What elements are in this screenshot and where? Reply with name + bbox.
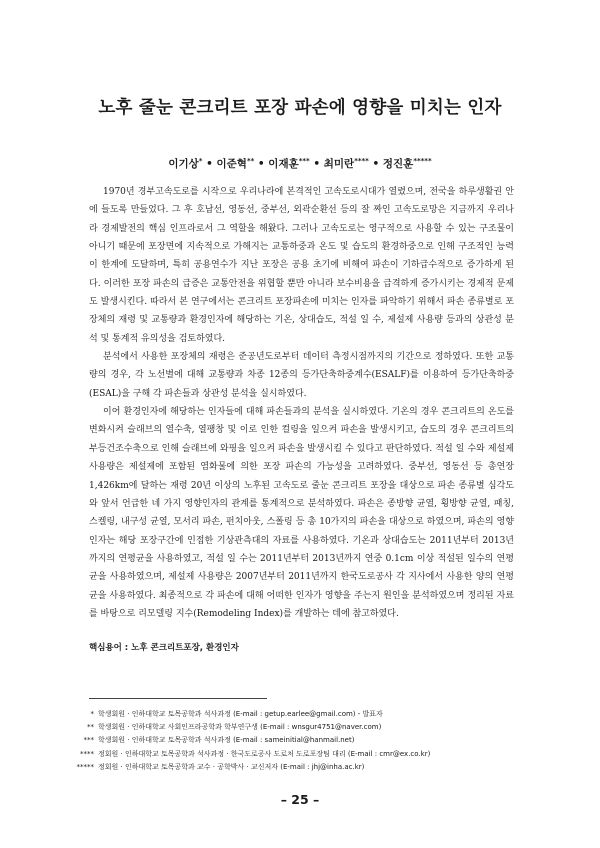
author-mark: *: [198, 157, 203, 165]
footnote-text: 학생회원 · 인하대학교 토목공학과 석사과정 (E-mail : sameinitial@hanmail.net): [98, 736, 355, 745]
author: 정진훈*****: [382, 157, 432, 170]
footnote: [60, 748, 530, 761]
footnote: [60, 721, 530, 734]
author: 최미란****: [323, 157, 369, 170]
footnote: [60, 734, 530, 747]
page-number: – 25 –: [280, 792, 320, 807]
author-mark: ***: [298, 157, 310, 165]
abstract-paragraph: 1970년 경부고속도로를 시작으로 우리나라에 본격적인 고속도로시대가 열렸으며, 전국을 하루생활권 안에 들도록 만들었다. 그 후 호남선, 영동선, 중부선, 외곽순환선 등의 잘 짜인 고속도로망은 지금까지 우리나라 경제발전의 핵심 인프라로서 그 역할을 해왔다. 그러나 고속도로는 영구적으로 사용할 수 있는 구조물이 아니기 때문에 포장면에 지속적으로 가해지는 교통하중과 온도 및 습도의 환경하중으로 인해 구조적인 능력이 한계에 도달하며, 특히 공용연수가 지난 포장은 공용 초기에 비해여 파손이 기하급수적으로 증가하게 된다. 이러한 포장 파손의 급증은 교통안전을 위협할 뿐만 아니라 보수비용을 급격하게 증가시키는 경제적 문제도 발생시킨다. 따라서 본 연구에서는 콘크리트 포장파손에 미치는 인자를 파악하기 위해서 파손 종류별로 포장체의 재령 및 교통량과 환경인자에 해당하는 기온, 상대습도, 적설 일 수, 제설제 사용량 등과의 상관성 분석 및 통계적 유의성을 검토하였다.: [89, 187, 514, 344]
footnote-text: 정회원 · 인하대학교 토목공학과 석사과정 · 한국도로공사 도로처 도로포장팀 대리 (E-mail : cmr@ex.co.kr): [98, 749, 431, 758]
author: 이준혁**: [216, 157, 255, 170]
author-separator: •: [309, 158, 324, 170]
abstract-paragraph: 분석에서 사용한 포장체의 재령은 준공년도로부터 데이터 측정시점까지의 기간으로 정하였다. 또한 교통량의 경우, 각 노선별에 대해 교통량과 차종 12종의 등가단축하중계수(ESALF)를 이용하여 등가단축하중(ESAL)을 구해 각 파손들과 상관성 분석을 실시하였다.: [89, 352, 514, 399]
author-separator: •: [368, 158, 383, 170]
abstract: [89, 183, 514, 623]
footnote-divider: [89, 698, 267, 699]
footnote-text: 학생회원 · 인하대학교 사회인프라공학과 학부연구생 (E-mail : wnsgur4751@naver.com): [98, 723, 382, 732]
footnote-mark: *: [90, 710, 94, 718]
author: 이기상*: [168, 157, 203, 170]
footnote-text: 학생회원 · 인하대학교 토목공학과 석사과정 (E-mail : getup.earlee@gmail.com) - 발표자: [98, 710, 383, 718]
author-separator: •: [202, 158, 217, 170]
author: 이재훈***: [268, 157, 310, 170]
paper-title: 노후 줄눈 콘크리트 포장 파손에 영향을 미치는 인자: [98, 98, 502, 118]
author-list: [0, 156, 600, 171]
author-mark: ****: [354, 157, 369, 165]
footnote-mark: ****: [80, 749, 94, 758]
keywords: 핵심용어 : 노후 콘크리트포장, 환경인자: [89, 643, 239, 653]
author-mark: **: [246, 157, 255, 165]
footnote-mark: **: [87, 723, 94, 732]
author-separator: •: [254, 158, 269, 170]
footnote-mark: ***: [83, 736, 94, 745]
footnote-text: 정회원 · 인하대학교 토목공학과 교수 · 공학박사 · 교신저자 (E-mail : jhj@inha.ac.kr): [98, 762, 365, 771]
footnote-mark: *****: [76, 762, 94, 771]
footnote: [60, 708, 530, 721]
abstract-paragraph: 이어 환경인자에 해당하는 인자들에 대해 파손들과의 분석을 실시하였다. 기온의 경우 콘크리트의 온도를 변화시켜 슬래브의 열수축, 열팽창 및 이로 인한 컬링을 일으켜 파손을 발생시키고, 습도의 경우 콘크리트의 부등건조수축으로 인해 슬래브에 와핑을 일으켜 파손을 발생시킬 수 있다고 판단하였다. 적설 일 수와 제설제 사용량은 제설제에 포함된 염화물에 의한 포장 파손의 가능성을 고려하였다. 중부선, 영동선 등 총연장 1,426km에 달하는 재령 20년 이상의 노후된 고속도로 줄눈 콘크리트 포장을 대상으로 파손 종류별 심각도와 앞서 언급한 네 가지 영향인자의 관계를 통계적으로 분석하였다. 파손은 종방향 균열, 횡방향 균열, 패칭, 스켈링, 내구성 균열, 모서리 파손, 펀치아웃, 스폴링 등 총 10가지의 파손을 대상으로 하였으며, 파손의 영향인자는 해당 포장구간에 인접한 기상관측대의 자료를 사용하였다. 기온과 상대습도는 2011년부터 2013년까지의 연평균을 사용하였고, 적설 일 수는 2011년부터 2013년까지 연중 0.1cm 이상 적설된 일수의 연평균을 사용하였으며, 제설제 사용량은 2007년부터 2011년까지 한국도로공사 각 지사에서 사용한 양의 연평균을 사용하였다. 최종적으로 각 파손에 대해 어떠한 인자가 영향을 주는지 원인을 분석하였으며 정리된 자료를 바탕으로 리모델링 지수(Remodeling Index)를 개발하는 데에 참고하였다.: [89, 407, 514, 619]
footnotes: [60, 708, 530, 774]
footnote: [60, 761, 530, 774]
author-mark: *****: [413, 157, 432, 165]
